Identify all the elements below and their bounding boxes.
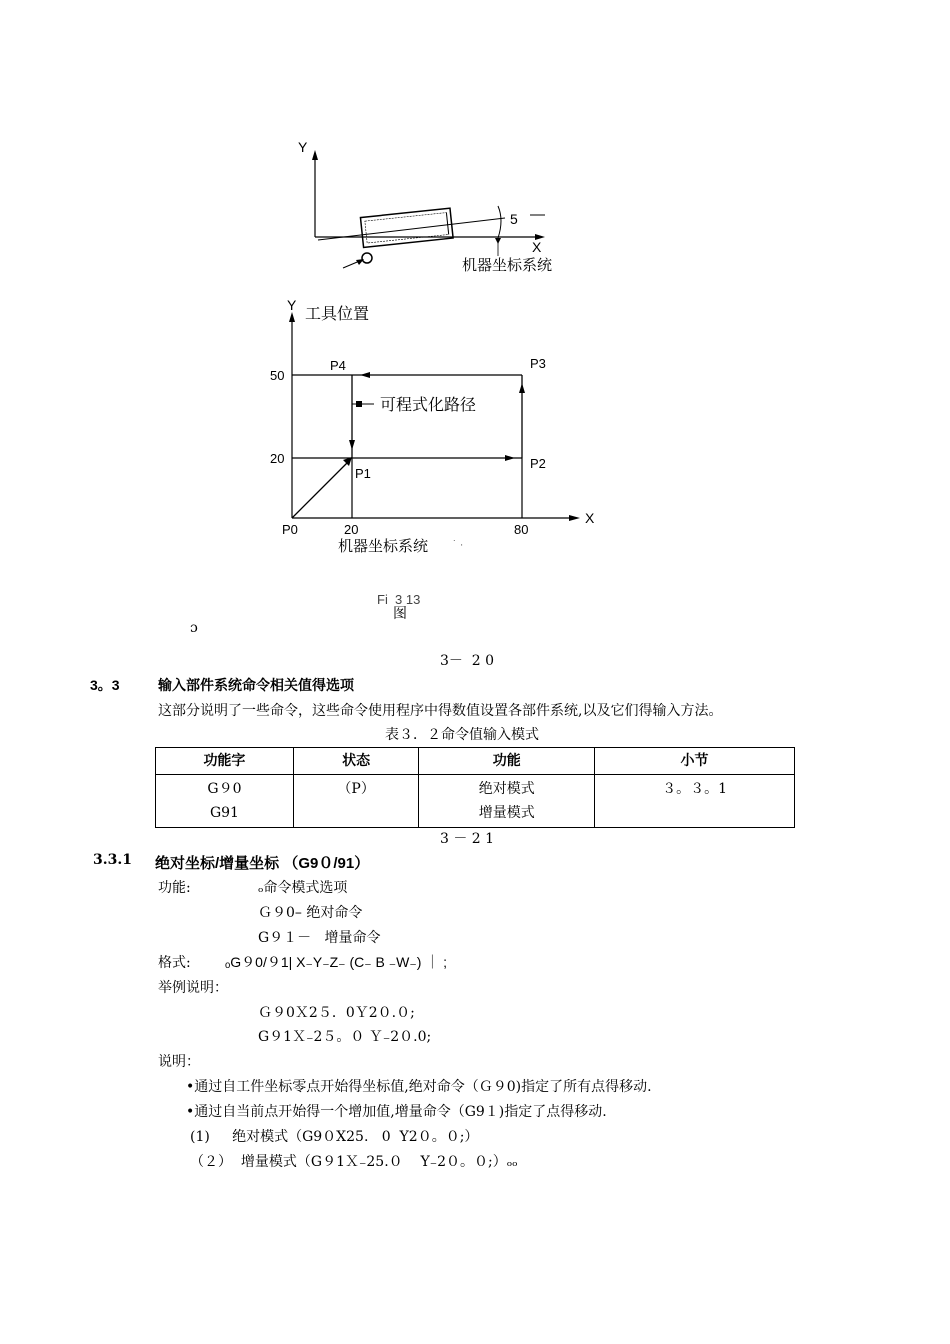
fig1-origin-marker xyxy=(362,253,372,263)
format-text: ₒG９0/９1| X₋Y₋Z₋ (C₋ B ₋W₋) ｜ ; xyxy=(225,954,448,970)
fig2-y-tick-20: 20 xyxy=(270,451,285,466)
func-line-3: G９１－ 增量命令 xyxy=(258,930,381,946)
col-header-section: 小节 xyxy=(595,748,795,775)
command-value-table xyxy=(155,747,795,828)
page-ref-2: 3 － 2 1 xyxy=(440,831,495,847)
fig1-x-label: X xyxy=(532,239,542,255)
fig2-path-label: 可程式化路径 xyxy=(380,397,477,414)
func-line-1: ₒ命令模式选项 xyxy=(258,880,348,896)
fig2-point-p1: P1 xyxy=(355,466,371,481)
figure-ref-sub: 图 xyxy=(393,606,407,622)
fig2-y-label: Y xyxy=(287,297,297,313)
section-intro: 这部分说明了一些命令，这些命令使用程序中得数值设置各部件系统,以及它们得输入方法。 xyxy=(158,703,723,719)
fig2-title: 工具位置 xyxy=(305,306,370,323)
func-label: 功能: xyxy=(158,880,191,896)
fig2-point-p2: P2 xyxy=(530,456,546,471)
page-ref-1: 3－ 2 0 xyxy=(440,653,495,669)
fig1-y-arrow xyxy=(312,150,318,160)
col-header-function: 功能 xyxy=(419,748,595,775)
fig1-caption: 机器坐标系统 xyxy=(462,257,553,274)
fig2-point-p3: P3 xyxy=(530,356,546,371)
fig2-x-tick-20: 20 xyxy=(344,522,359,537)
subsection-title: 绝对坐标/增量坐标 （G9０/91） xyxy=(155,855,370,872)
example-2: G９1Ｘ₋2５。０ Ｙ₋2０.0; xyxy=(258,1029,432,1045)
fig2-caption-tail: ˙ · xyxy=(453,539,464,551)
fig2-x-label: X xyxy=(585,510,595,526)
subsection-number: 3.3.1 xyxy=(93,852,132,868)
explain-label: 说明： xyxy=(158,1054,200,1070)
fig1-y-label: Y xyxy=(298,139,308,155)
fig2-x-arrow xyxy=(569,515,580,521)
fig2-x-tick-80: 80 xyxy=(514,522,529,537)
figure-ref: Fi 3 13 xyxy=(377,592,421,607)
explain-item-1: (1) 绝对模式（G9０X25. 0 Y2０。０;） xyxy=(190,1129,479,1145)
format-label: 格式: xyxy=(158,955,191,971)
stray-mark: ɔ xyxy=(190,620,198,636)
workpiece-shape xyxy=(360,208,453,247)
fig2-y-arrow xyxy=(289,312,295,322)
section-number: 3。3 xyxy=(90,677,120,693)
fig1-angle-arc xyxy=(498,206,501,238)
example-label: 举例说明： xyxy=(158,980,228,996)
table-row xyxy=(156,775,795,828)
fig2-path-p0-p1 xyxy=(292,460,350,518)
fig1-angle-label: 5 xyxy=(510,211,518,227)
fig2-point-p0: P0 xyxy=(282,522,298,537)
cell-state: （P） xyxy=(293,775,419,828)
col-header-function-word: 功能字 xyxy=(156,748,294,775)
func-line-2: Ｇ９0– 绝对命令 xyxy=(258,905,363,921)
example-1: Ｇ９0Ｘ2５．0Ｙ2０.０; xyxy=(258,1005,415,1021)
explain-item-2: （２） 增量模式（G９1Ｘ₋25.０ Y₋2０。０;）ₒₒ xyxy=(190,1154,518,1170)
explain-bullet-1: •通过自工件坐标零点开始得坐标值,绝对命令（Ｇ９0)指定了所有点得移动. xyxy=(186,1079,652,1095)
table-caption: 表３．２命令值输入模式 xyxy=(385,727,539,743)
fig2-point-p4: P4 xyxy=(330,358,346,373)
cell-section: ３。３。1 xyxy=(595,775,795,828)
col-header-state: 状态 xyxy=(293,748,419,775)
cell-codes: G９0 G91 xyxy=(156,775,294,828)
fig2-y-tick-50: 50 xyxy=(270,368,285,383)
cell-functions: 绝对模式 增量模式 xyxy=(419,775,595,828)
explain-bullet-2: •通过自当前点开始得一个增加值,增量命令（G9１)指定了点得移动. xyxy=(186,1104,607,1120)
figure-tool-path xyxy=(265,290,610,560)
fig2-caption: 机器坐标系统 xyxy=(338,538,429,555)
figure-machine-coordinates xyxy=(290,135,610,280)
section-title: 输入部件系统命令相关值得选项 xyxy=(158,677,354,693)
